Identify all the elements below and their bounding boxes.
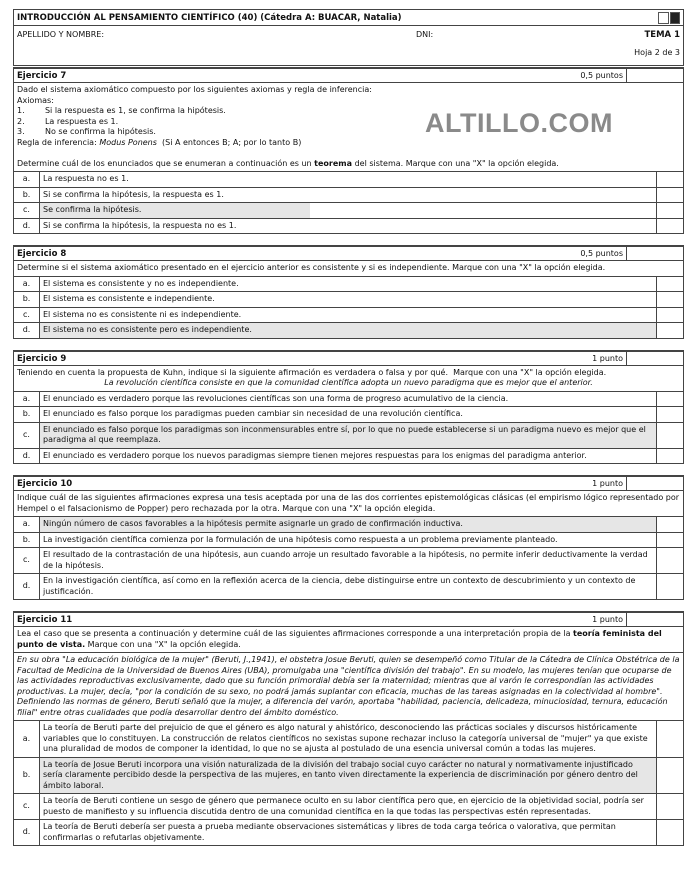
option-row[interactable] xyxy=(14,323,683,338)
option-letter: b. xyxy=(14,292,40,307)
option-letter: c. xyxy=(14,308,40,323)
text-segment: 2. La respuesta es 1. xyxy=(17,116,119,126)
answer-box[interactable] xyxy=(656,292,683,307)
text-line xyxy=(17,159,680,170)
exercise-instructions xyxy=(14,627,683,653)
text-segment: La revolución científica consiste en que la comunidad científica adopta un nuevo paradigma que es mejor que el anterior. xyxy=(104,378,593,387)
exercise-title: Ejercicio 10 xyxy=(17,479,73,489)
exercise-points: 1 punto xyxy=(547,613,627,626)
exercise-instructions xyxy=(14,261,683,277)
exercise-header xyxy=(14,68,683,83)
option-letter: a. xyxy=(14,172,40,187)
score-box[interactable] xyxy=(627,613,683,626)
option-text: La teoría de Beruti contiene un sesgo de género que permanece oculto en su labor científica pero que, en ejercicio de la objetividad social, podría ser puesto de manifiesto y su influencia discutida dentro de una comunidad científica en la que todas las perspectivas estén representadas. xyxy=(43,796,644,816)
text-segment: Marque con una "X" la opción elegida. xyxy=(85,639,241,649)
text-segment: 3. No se confirma la hipótesis. xyxy=(17,127,156,136)
exercise-header xyxy=(14,612,683,627)
exercise-points: 0,5 puntos xyxy=(547,69,627,82)
answer-box[interactable] xyxy=(656,794,683,819)
option-row[interactable] xyxy=(14,820,683,845)
exercise-section xyxy=(13,245,684,339)
text-line xyxy=(17,96,680,107)
answer-box[interactable] xyxy=(656,423,683,448)
page-indicator: Hoja 2 de 3 xyxy=(634,48,680,57)
option-text: Se confirma la hipótesis. xyxy=(40,203,656,218)
score-box[interactable] xyxy=(627,477,683,490)
answer-box[interactable] xyxy=(656,758,683,794)
option-letter: d. xyxy=(14,574,40,599)
exercise-instructions xyxy=(14,653,683,721)
text-line xyxy=(17,655,683,718)
option-letter: a. xyxy=(14,392,40,407)
text-line xyxy=(17,127,680,138)
option-letter: b. xyxy=(14,533,40,548)
option-row[interactable] xyxy=(14,574,683,599)
exercise-list xyxy=(13,67,684,857)
text-segment: Lea el caso que se presenta a continuación y determine cuál de las siguientes afirmaciones corresponde a una interpretación propia de la xyxy=(17,629,574,638)
answer-box[interactable] xyxy=(656,188,683,203)
answer-box[interactable] xyxy=(656,323,683,338)
option-row[interactable] xyxy=(14,172,683,188)
option-text: La teoría de Beruti parte del prejuicio de que el género es algo natural y ahistórico, desconociendo las prácticas sociales y discursos históricamente variables que lo constituyen. La construcción de relatos científicos no sexistas supone rechazar incluso la categoría universal de "mujer" ya que existe una pluralidad de modos de componer la identidad, lo que no se ajusta al postulado de una esencia universal común a todas las mujeres. xyxy=(43,723,648,753)
exercise-instructions xyxy=(14,366,683,392)
option-letter: d. xyxy=(14,219,40,234)
option-text: El sistema es consistente y no es independiente. xyxy=(43,278,239,288)
text-line xyxy=(17,629,680,650)
option-row[interactable] xyxy=(14,423,683,449)
exercise-title: Ejercicio 7 xyxy=(17,71,67,81)
option-text: El sistema no es consistente pero es independiente. xyxy=(40,323,656,338)
option-row[interactable] xyxy=(14,794,683,820)
text-segment: En su obra "La educación biológica de la mujer" (Beruti, J.,1941), el obstetra Josue Beruti, quien se desempeñó como Titular de la Cátedra de Clínica Obstétrica de la Facultad de Medicina de la Universidad de Buenos Aires (UBA), promulgaba una "científica división del trabajo". En su modelo, las mujeres tenían que ocuparse de las actividades reproductivas exclusivamente, dado que su función primordial debía ser la maternidad; mientras que al varón le correspondían las actividades productivas. La mujer, decía, "por la condición de su sexo, no podrá jamás suplantar con eficacia, muchas de las tareas asignadas en la colectividad al hombre". Definiendo las normas de género, Beruti señaló que la mujer, a diferencia del varón, aportaba "habilidad, paciencia, delicadeza, minuciosidad, ternura, educación filial" entre otras cualidades que podía desarrollar dentro del ámbito doméstico. xyxy=(17,655,683,717)
option-letter: c. xyxy=(14,794,40,819)
option-letter: b. xyxy=(14,758,40,794)
text-segment: Modus Ponens xyxy=(99,137,157,147)
option-text: Ningún número de casos favorables a la hipótesis permite asignarle un grado de confirmación inductiva. xyxy=(40,517,656,532)
exercise-points: 1 punto xyxy=(547,352,627,365)
option-letter: b. xyxy=(14,407,40,422)
text-segment: Determine si el sistema axiomático presentado en el ejercicio anterior es consistente y si es independiente. Marque con una "X" la opción elegida. xyxy=(17,263,606,272)
option-row[interactable] xyxy=(14,277,683,293)
option-text: Si se confirma la hipótesis, la respuesta es 1. xyxy=(43,189,224,199)
answer-box[interactable] xyxy=(656,574,683,599)
text-line xyxy=(17,106,680,117)
option-row[interactable] xyxy=(14,292,683,308)
text-line xyxy=(17,263,680,274)
option-text: El enunciado es verdadero porque los nuevos paradigmas siempre tienen mejores respuestas para los enigmas del paradigma anterior. xyxy=(43,450,587,460)
watermark: ALTILLO.COM xyxy=(425,108,613,138)
text-segment: teoría feminista del punto de vista. xyxy=(17,629,665,649)
text-segment: Regla de inferencia: xyxy=(17,137,100,147)
answer-box[interactable] xyxy=(656,308,683,323)
option-letter: c. xyxy=(14,548,40,573)
option-text: El resultado de la contrastación de una hipótesis, aun cuando arroje un resultado favorable a la hipótesis, no permite inferir deductivamente la verdad de la hipótesis. xyxy=(43,550,648,570)
exercise-header xyxy=(14,246,683,261)
option-text: La respuesta no es 1. xyxy=(43,174,129,183)
option-row[interactable] xyxy=(14,188,683,204)
answer-box[interactable] xyxy=(656,548,683,573)
exercise-instructions xyxy=(14,491,683,517)
exercise-section xyxy=(13,475,684,600)
option-row[interactable] xyxy=(14,517,683,533)
text-line xyxy=(17,85,680,96)
exercise-header xyxy=(14,476,683,491)
option-row[interactable] xyxy=(14,449,683,464)
exercise-points: 0,5 puntos xyxy=(547,247,627,260)
text-segment: teorema xyxy=(314,158,353,168)
answer-box[interactable] xyxy=(656,517,683,532)
option-text: El enunciado es falso porque los paradigmas son inconmensurables entre sí, por lo que no puede establecerse si un paradigma nuevo es mejor que el paradigma al que reemplaza. xyxy=(40,423,656,448)
option-row[interactable] xyxy=(14,392,683,408)
option-text: Si se confirma la hipótesis, la respuesta no es 1. xyxy=(43,220,237,230)
exam-header xyxy=(13,9,684,66)
option-text: El sistema es consistente e independiente. xyxy=(43,294,215,303)
option-text: El enunciado es verdadero porque las revoluciones científicas son una forma de progreso acumulativo de la ciencia. xyxy=(43,393,509,403)
exercise-section xyxy=(13,611,684,846)
option-row[interactable] xyxy=(14,758,683,795)
logo-icon xyxy=(658,12,680,24)
text-segment xyxy=(17,148,20,157)
option-letter: a. xyxy=(14,517,40,532)
option-letter: b. xyxy=(14,188,40,203)
text-segment: (Si A entonces B; A; por lo tanto B) xyxy=(156,137,302,147)
answer-box[interactable] xyxy=(656,203,683,218)
exercise-points: 1 punto xyxy=(547,477,627,490)
answer-box[interactable] xyxy=(656,533,683,548)
answer-box[interactable] xyxy=(656,721,683,757)
text-line xyxy=(17,117,680,128)
option-text: La teoría de Josue Beruti incorpora una visión naturalizada de la división del trabajo social cuyo carácter no natural y normativamente injustificado sería claramente percibido desde la perspectiva de las mujeres, en tanto viven directamente la experiencia de discriminación por género dentro del ámbito laboral. xyxy=(40,758,656,794)
exercise-header xyxy=(14,351,683,366)
option-row[interactable] xyxy=(14,407,683,423)
answer-box[interactable] xyxy=(656,407,683,422)
text-segment: Dado el sistema axiomático compuesto por los siguientes axiomas y regla de inferencia: xyxy=(17,85,372,94)
option-letter: a. xyxy=(14,277,40,292)
option-letter: d. xyxy=(14,323,40,338)
option-letter: a. xyxy=(14,721,40,757)
text-line xyxy=(17,148,680,159)
text-segment: 1. Si la respuesta es 1, se confirma la hipótesis. xyxy=(17,106,226,115)
option-text: La investigación científica comienza por la formulación de una hipótesis como respuesta a un problema previamente planteado. xyxy=(43,534,558,544)
option-row[interactable] xyxy=(14,533,683,549)
tema-label: TEMA 1 xyxy=(644,30,680,40)
option-row[interactable] xyxy=(14,548,683,574)
option-letter: c. xyxy=(14,203,40,218)
option-row[interactable] xyxy=(14,721,683,758)
option-text: El sistema no es consistente ni es independiente. xyxy=(43,309,242,319)
text-segment: Indique cuál de las siguientes afirmaciones expresa una tesis aceptada por una de las dos corrientes epistemológicas clásicas (el empirismo lógico representado por Hempel o el falsacionismo de Popper) pero rechazada por la otra. Marque con una "X" la opción elegida. xyxy=(17,493,682,513)
answer-box[interactable] xyxy=(656,277,683,292)
answer-box[interactable] xyxy=(656,449,683,464)
answer-box[interactable] xyxy=(656,392,683,407)
exercise-section xyxy=(13,350,684,465)
dni-label: DNI: xyxy=(416,30,434,39)
text-segment: Determine cuál de los enunciados que se enumeran a continuación es un xyxy=(17,158,315,168)
score-box[interactable] xyxy=(627,247,683,260)
option-row[interactable] xyxy=(14,308,683,324)
text-line xyxy=(17,378,680,389)
answer-box[interactable] xyxy=(656,820,683,845)
score-box[interactable] xyxy=(627,69,683,82)
text-segment: Teniendo en cuenta la propuesta de Kuhn, indique si la siguiente afirmación es verdadera o falsa y por qué. Marque con una "X" la opción elegida. xyxy=(17,367,607,377)
score-box[interactable] xyxy=(627,352,683,365)
text-segment: Axiomas: xyxy=(17,95,54,105)
option-letter: c. xyxy=(14,423,40,448)
exercise-title: Ejercicio 8 xyxy=(17,249,67,259)
option-text: En la investigación científica, así como en la reflexión acerca de la ciencia, debe distinguirse entre un contexto de descubrimiento y un contexto de justificación. xyxy=(43,576,636,596)
option-row[interactable] xyxy=(14,219,683,234)
answer-box[interactable] xyxy=(656,219,683,234)
option-text: El enunciado es falso porque los paradigmas pueden cambiar sin necesidad de una revolución científica. xyxy=(43,409,463,418)
text-line xyxy=(17,493,680,514)
exam-title: INTRODUCCIÓN AL PENSAMIENTO CIENTÍFICO (40) (Cátedra A: BUACAR, Natalia) xyxy=(17,12,402,23)
option-letter: d. xyxy=(14,449,40,464)
exercise-instructions xyxy=(14,83,683,172)
exercise-title: Ejercicio 9 xyxy=(17,353,67,364)
name-label: APELLIDO Y NOMBRE: xyxy=(17,30,105,39)
text-segment: del sistema. Marque con una "X" la opción elegida. xyxy=(352,158,559,168)
option-text: La teoría de Beruti debería ser puesta a prueba mediante observaciones sistemáticas y libres de toda carga teórica o valorativa, que permitan confirmarlas o refutarlas objetivamente. xyxy=(43,822,616,842)
exercise-title: Ejercicio 11 xyxy=(17,615,73,625)
text-line xyxy=(17,368,680,379)
answer-box[interactable] xyxy=(656,172,683,187)
option-row[interactable] xyxy=(14,203,683,219)
exercise-section xyxy=(13,67,684,234)
option-letter: d. xyxy=(14,820,40,845)
text-line xyxy=(17,138,680,149)
